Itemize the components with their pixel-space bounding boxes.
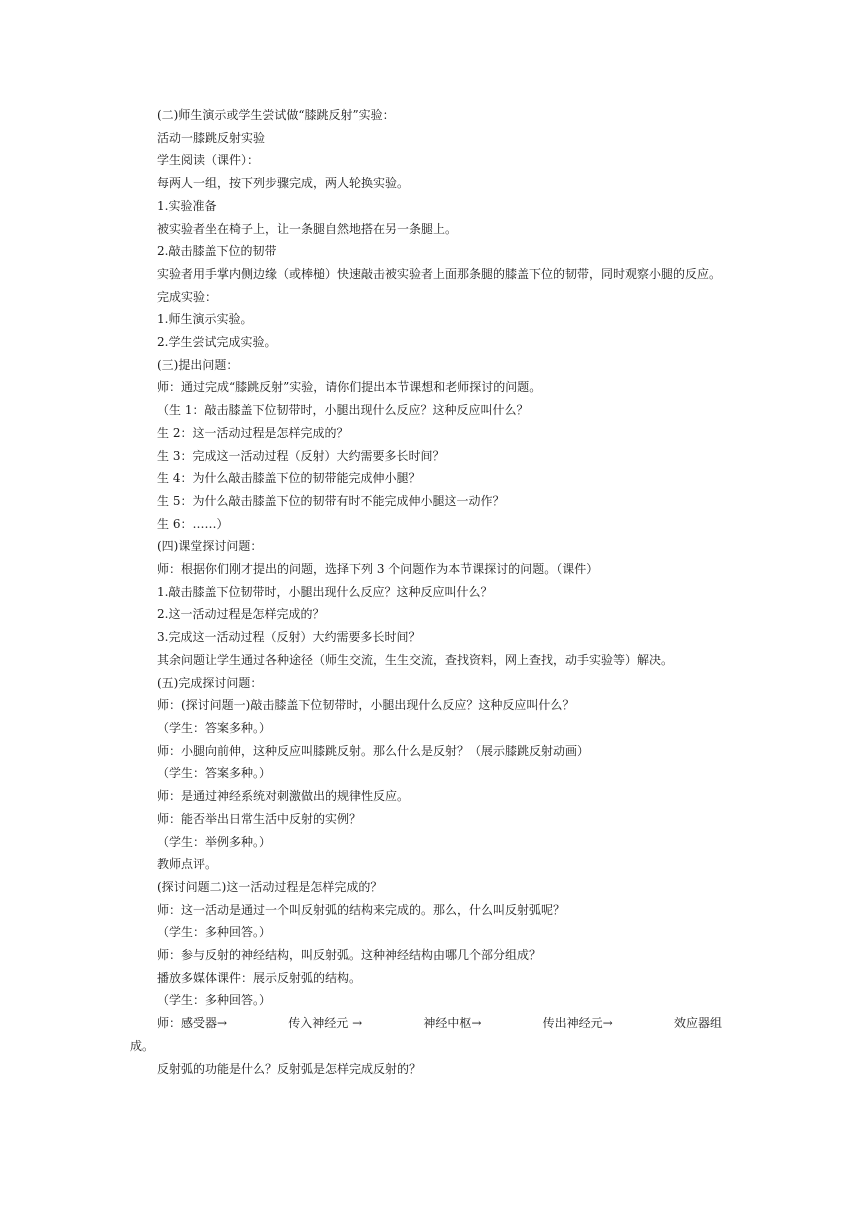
student-question: 生 4：为什么敲击膝盖下位的韧带能完成伸小腿？ — [157, 471, 421, 486]
student-question: 生 6：……） — [157, 516, 229, 531]
list-item: 2.这一活动过程是怎样完成的？ — [157, 607, 325, 622]
paragraph: （学生：答案多种。） — [157, 720, 272, 735]
paragraph: （学生：举例多种。） — [157, 834, 272, 849]
paragraph: 师：小腿向前伸，这种反应叫膝跳反射。那么什么是反射？（展示膝跳反射动画） — [157, 743, 590, 758]
paragraph: 学生阅读（课件）： — [157, 153, 260, 168]
section-heading-complete: (五)完成探讨问题： — [157, 675, 263, 690]
flow-item: 传入神经元 → — [288, 1016, 363, 1031]
paragraph: 师：能否举出日常生活中反射的实例？ — [157, 811, 362, 826]
paragraph: 师：通过完成“膝跳反射”实验，请你们提出本节课想和老师探讨的问题。 — [157, 380, 542, 395]
list-item: 1.师生演示实验。 — [157, 312, 253, 327]
document-body — [130, 104, 730, 1080]
list-item: 2.学生尝试完成实验。 — [157, 335, 277, 350]
list-item: 1.敲击膝盖下位韧带时，小腿出现什么反应？这种反应叫什么？ — [157, 584, 493, 599]
step-heading: 1.实验准备 — [157, 198, 217, 213]
paragraph: 师：参与反射的神经结构，叫反射弧。这种神经结构由哪几个部分组成？ — [157, 948, 542, 963]
student-question: 生 5：为什么敲击膝盖下位的韧带有时不能完成伸小腿这一动作？ — [157, 493, 505, 508]
paragraph: 师：根据你们刚才提出的问题，选择下列 3 个问题作为本节课探讨的问题。（课件） — [157, 562, 599, 577]
paragraph: 其余问题让学生通过各种途径（师生交流，生生交流，查找资料，网上查找，动手实验等）解决。 — [157, 652, 674, 667]
paragraph: 教师点评。 — [157, 857, 218, 872]
paragraph: 完成实验： — [157, 289, 218, 304]
paragraph: (探讨问题二)这一活动过程是怎样完成的？ — [157, 879, 383, 894]
student-question: 生 2：这一活动过程是怎样完成的？ — [157, 425, 349, 440]
paragraph: 每两人一组，按下列步骤完成，两人轮换实验。 — [157, 176, 410, 191]
list-item: 3.完成这一活动过程（反射）大约需要多长时间？ — [157, 630, 421, 645]
paragraph: 播放多媒体课件：展示反射弧的结构。 — [157, 970, 362, 985]
flow-item: 传出神经元→ — [542, 1016, 613, 1031]
student-question: （生 1：敲击膝盖下位韧带时，小腿出现什么反应？这种反应叫什么？ — [157, 403, 529, 418]
paragraph: 师：是通过神经系统对刺激做出的规律性反应。 — [157, 789, 410, 804]
flow-item: 神经中枢→ — [423, 1016, 482, 1031]
flow-item: 师：感受器→ — [157, 1016, 228, 1031]
paragraph-final: 反射弧的功能是什么？反射弧是怎样完成反射的？ — [157, 1061, 422, 1076]
section-heading-questions: (三)提出问题： — [157, 357, 239, 372]
section-heading-demo: (二)师生演示或学生尝试做“膝跳反射”实验： — [157, 108, 395, 122]
paragraph: 师：(探讨问题一)敲击膝盖下位韧带时，小腿出现什么反应？这种反应叫什么？ — [157, 698, 575, 713]
flow-end: 成。 — [130, 1038, 155, 1053]
paragraph: （学生：多种回答。） — [157, 925, 272, 940]
paragraph: 师：这一活动是通过一个叫反射弧的结构来完成的。那么，什么叫反射弧呢？ — [157, 902, 566, 917]
student-question: 生 3：完成这一活动过程（反射）大约需要多长时间？ — [157, 448, 445, 463]
paragraph: 被实验者坐在椅子上，让一条腿自然地搭在另一条腿上。 — [157, 221, 458, 236]
reflex-arc-flow — [130, 1012, 730, 1035]
flow-item: 效应器组 — [673, 1016, 722, 1031]
paragraph: （学生：多种回答。） — [157, 993, 272, 1008]
activity-title: 活动一膝跳反射实验 — [157, 130, 266, 145]
section-heading-discussion: (四)课堂探讨问题： — [157, 539, 263, 554]
step-heading: 2.敲击膝盖下位的韧带 — [157, 244, 277, 259]
paragraph: （学生：答案多种。） — [157, 766, 272, 781]
paragraph-wrapped: 实验者用手掌内侧边缘（或棒槌）快速敲击被实验者上面那条腿的膝盖下位的韧带，同时观察小腿的反应。 — [157, 266, 722, 281]
